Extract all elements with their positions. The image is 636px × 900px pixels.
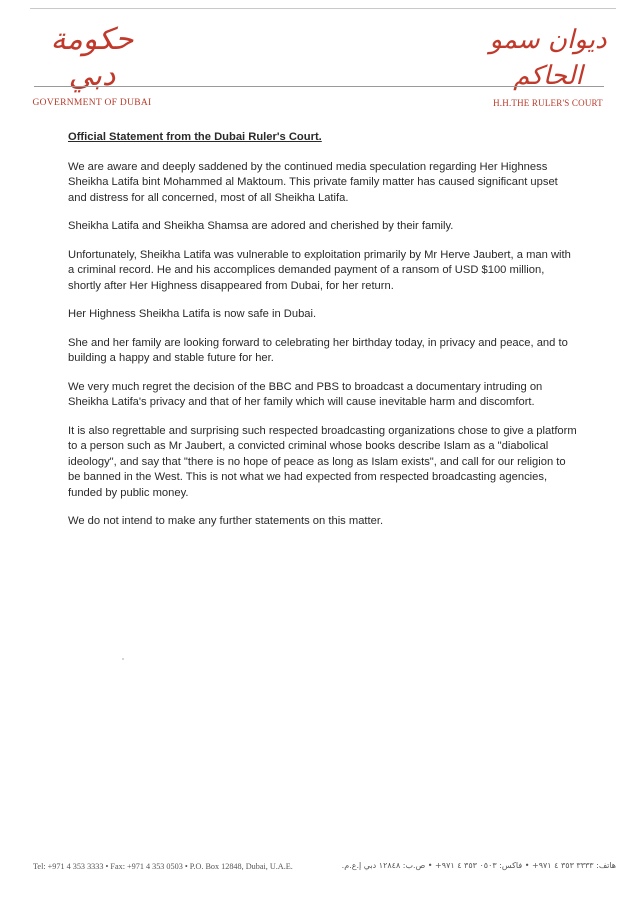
header-divider xyxy=(34,86,604,87)
paragraph-8: We do not intend to make any further statements on this matter. xyxy=(68,515,384,527)
government-of-dubai-arabic-logotype: حكومة دبي xyxy=(50,22,134,93)
paragraph-6: We very much regret the decision of the BBC and PBS to broadcast a documentary intruding on Sheikha Latifa's privacy and that of her family which will cause inevitable harm and discomfort. xyxy=(68,380,543,408)
scan-speck xyxy=(122,658,124,660)
paragraph-5: She and her family are looking forward to celebrating her birthday today, in privacy and peace, and to building a happy and stable future for her. xyxy=(68,336,568,364)
rulers-court-label: H.H.THE RULER'S COURT xyxy=(493,98,603,108)
paragraph-1: We are aware and deeply saddened by the continued media speculation regarding Her Highness Sheikha Latifa bint Mohammed al Maktoum. This private family matter has caused significant upset and distress for all concerned, most of all Sheikha Latifa. xyxy=(68,160,558,204)
paragraph-7: It is also regrettable and surprising such respected broadcasting organizations chose to give a platform to a person such as Mr Jaubert, a convicted criminal whose books describe Islam as a "diabolical ideology", and say that "there is no hope of peace as long as Islam exists", and call for our religion to be banned in the West. This is not what we had expected from respected broadcasting agencies, funded by public money. xyxy=(68,424,577,499)
statement-body xyxy=(68,130,578,543)
top-rule xyxy=(30,8,616,9)
government-of-dubai-logo xyxy=(32,22,152,108)
government-of-dubai-label: GOVERNMENT OF DUBAI xyxy=(32,98,152,108)
paragraph-4: Her Highness Sheikha Latifa is now safe in Dubai. xyxy=(68,308,317,320)
paragraph-2: Sheikha Latifa and Sheikha Shamsa are adored and cherished by their family. xyxy=(68,220,454,232)
footer-contact-arabic: هاتف: ٣٣٣٣ ٣٥٣ ٤ ٩٧١+ • فاكس: ٠٥٠٣ ٣٥٣ ٤ ٩٧١+ • ص.ب: ١٢٨٤٨ دبي إ.ع.م. xyxy=(341,861,616,870)
rulers-court-arabic-logotype: ديوان سمو الحاكم xyxy=(489,25,607,91)
rulers-court-logo xyxy=(488,22,608,108)
paragraph-3: Unfortunately, Sheikha Latifa was vulnerable to exploitation primarily by Mr Herve Jaubert, a man with a criminal record. He and his accomplices demanded payment of a ransom of USD $100 million, shortly after Her Highness disappeared from Dubai, for her return. xyxy=(68,248,571,292)
footer-contact-english: Tel: +971 4 353 3333 • Fax: +971 4 353 0503 • P.O. Box 12848, Dubai, U.A.E. xyxy=(33,862,293,871)
statement-title: Official Statement from the Dubai Ruler's Court. xyxy=(68,131,322,143)
